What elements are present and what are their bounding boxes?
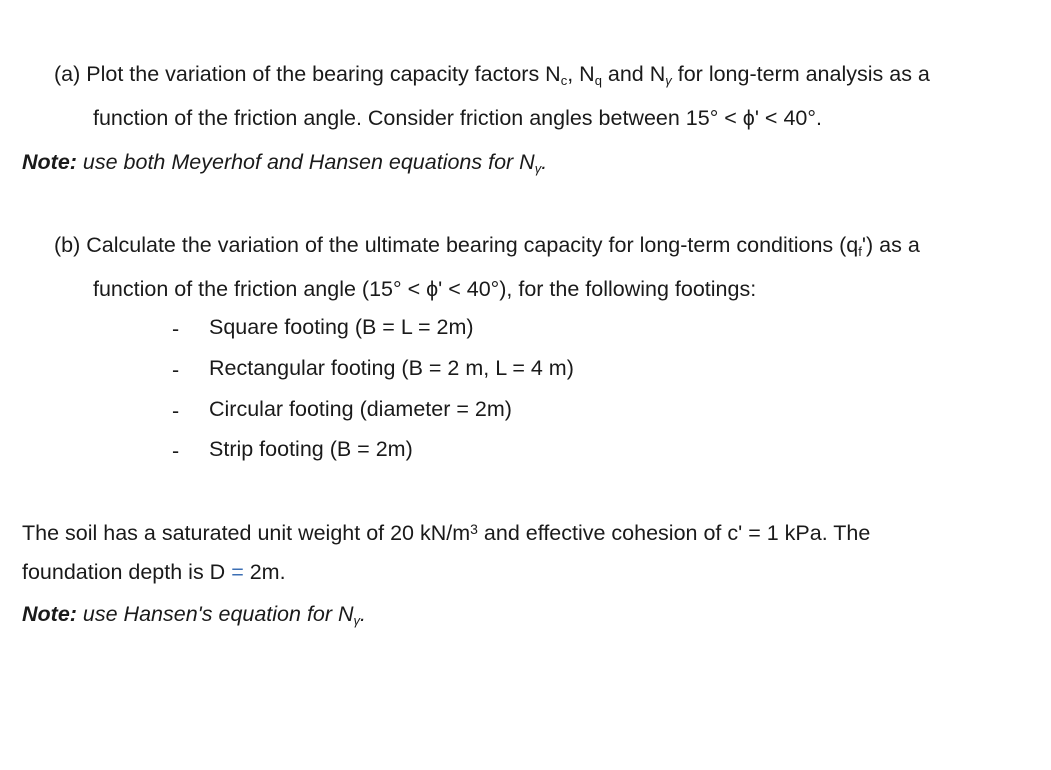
part-a-line-1: [54, 60, 930, 88]
soil-line-1: [22, 519, 870, 547]
bullet-dash-4: -: [172, 439, 180, 463]
note-b: [22, 600, 366, 628]
bullet-dash-2: -: [172, 358, 180, 382]
soil-depth-value: 2m.: [243, 560, 286, 584]
note-a: [22, 148, 547, 176]
part-b-text-end: ') as a: [861, 233, 920, 257]
equals-sign: =: [231, 560, 244, 584]
part-a-sep-2: and N: [601, 62, 666, 86]
subscript-f: f: [858, 244, 862, 259]
subscript-q: q: [594, 73, 602, 88]
note-b-subscript: γ: [353, 613, 361, 628]
subscript-c: c: [560, 73, 568, 88]
bullet-dash-1: -: [172, 317, 180, 341]
part-a-text-end: for long-term analysis as a: [671, 62, 930, 86]
part-a-sep-1: , N: [567, 62, 595, 86]
note-b-end: .: [360, 602, 367, 626]
footing-item-strip: Strip footing (B = 2m): [209, 437, 413, 461]
part-a-line-2: function of the friction angle. Consider friction angles between 15° < ϕ' < 40°.: [93, 106, 822, 130]
soil-text: The soil has a saturated unit weight of 20 kN/m: [22, 521, 471, 545]
note-a-label: Note:: [22, 150, 77, 174]
note-b-label: Note:: [22, 602, 77, 626]
footing-item-square: Square footing (B = L = 2m): [209, 315, 474, 339]
subscript-gamma: γ: [665, 73, 672, 88]
soil-text-end: and effective cohesion of c' = 1 kPa. The: [477, 521, 871, 545]
soil-line-2: [22, 558, 286, 586]
part-a-text: (a) Plot the variation of the bearing capacity factors N: [54, 62, 561, 86]
note-a-end: .: [541, 150, 548, 174]
footing-item-circular: Circular footing (diameter = 2m): [209, 397, 512, 421]
part-b-line-2: function of the friction angle (15° < ϕ' < 40°), for the following footings:: [93, 277, 757, 301]
bullet-dash-3: -: [172, 399, 180, 423]
note-a-subscript: γ: [534, 161, 542, 176]
note-b-text: use Hansen's equation for N: [76, 602, 354, 626]
part-b-text: (b) Calculate the variation of the ultimate bearing capacity for long-term conditions (q: [54, 233, 859, 257]
soil-depth-text: foundation depth is D: [22, 560, 232, 584]
note-a-text: use both Meyerhof and Hansen equations for N: [76, 150, 535, 174]
footing-item-rectangular: Rectangular footing (B = 2 m, L = 4 m): [209, 356, 574, 380]
part-b-line-1: [54, 231, 920, 259]
superscript-3: 3: [470, 521, 478, 537]
